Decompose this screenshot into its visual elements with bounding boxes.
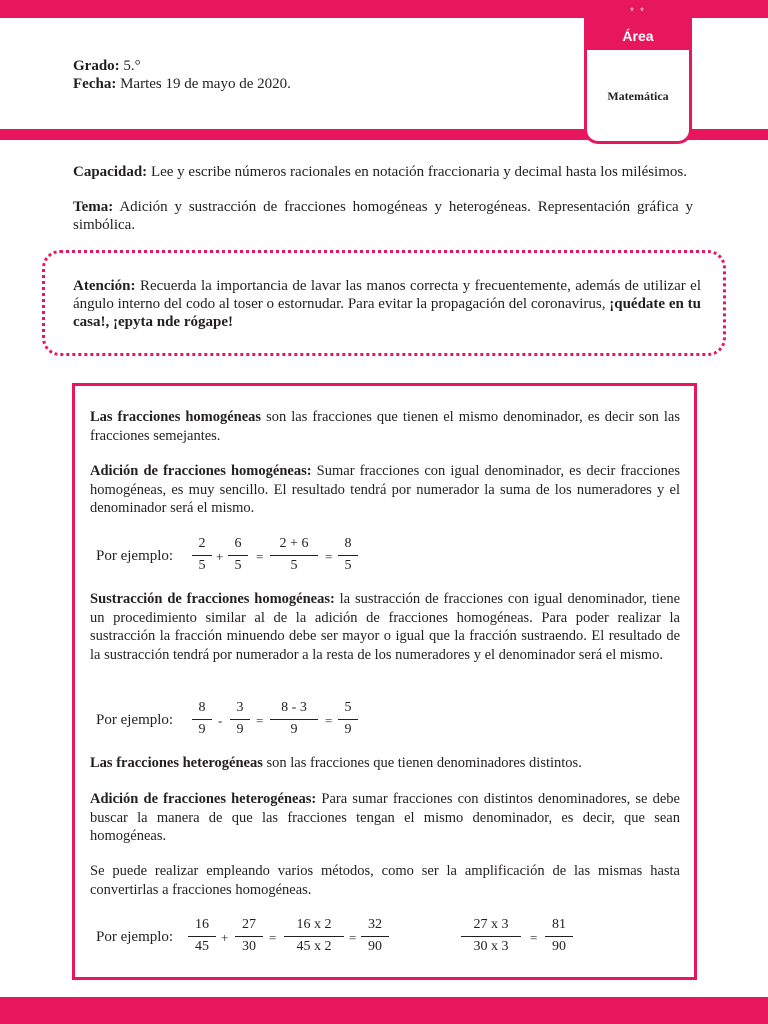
attention-slogan: ¡quédate en tu casa!, ¡epyta nde rógape! — [73, 296, 702, 330]
amplification-method — [90, 862, 680, 899]
example-label: Por ejemplo: — [96, 929, 174, 945]
fraction-bar — [192, 719, 212, 720]
example-subtraction-homogeneous — [75, 699, 675, 743]
denominator: 9 — [290, 722, 298, 737]
operator: - — [218, 713, 223, 728]
amplification-text: Se puede realizar empleando varios métodos, como ser la amplificación de las mismas hasta convertirlas a fracciones homogéneas. — [90, 863, 680, 898]
area-tab — [584, 0, 692, 144]
numerator: 5 — [344, 700, 352, 715]
homogeneous-subtraction — [90, 590, 680, 664]
numerator: 2 — [198, 536, 206, 551]
heterogeneous-addition — [90, 790, 680, 846]
attention-box — [42, 250, 726, 356]
denominator: 90 — [368, 939, 382, 954]
fraction-bar — [545, 936, 573, 937]
example-addition-heterogeneous — [75, 916, 675, 960]
fraction — [338, 535, 358, 575]
homogeneous-definition — [90, 408, 680, 445]
numerator: 8 — [344, 536, 352, 551]
fraction — [235, 916, 263, 956]
operator: + — [221, 930, 229, 945]
operator: + — [216, 549, 224, 564]
content-box — [72, 383, 697, 980]
denominator: 30 x 3 — [473, 939, 509, 954]
tema-label: Tema: — [73, 199, 114, 215]
example-label: Por ejemplo: — [96, 712, 174, 728]
heterogeneous-definition — [90, 754, 680, 773]
numerator: 6 — [234, 536, 242, 551]
fraction-bar — [228, 555, 248, 556]
attention-body: Recuerda la importancia de lavar las manos correcta y frecuentemente, además de utilizar el ángulo interno del codo al toser o estornudar. Para evitar la propagación del coronavirus, — [73, 278, 701, 312]
fraction — [188, 916, 216, 956]
operator: = — [325, 549, 333, 564]
fraction-bar — [188, 936, 216, 937]
operator: = — [349, 930, 357, 945]
grado-line — [73, 57, 141, 75]
numerator: 16 — [195, 917, 209, 932]
grado-label: Grado: — [73, 58, 120, 74]
denominator: 30 — [242, 939, 256, 954]
fraction — [270, 535, 318, 575]
denominator: 45 x 2 — [296, 939, 332, 954]
denominator: 5 — [344, 558, 352, 573]
example-addition-homogeneous — [75, 535, 675, 579]
capacidad-paragraph — [73, 163, 693, 181]
attention-label: Atención: — [73, 278, 136, 294]
area-label: Área — [622, 28, 654, 44]
fraction-bar — [284, 936, 344, 937]
homogeneous-subtraction-term: Sustracción de fracciones homogéneas: — [90, 591, 335, 607]
numerator: 16 x 2 — [296, 917, 332, 932]
denominator: 90 — [552, 939, 566, 954]
homogeneous-addition — [90, 462, 680, 518]
heterogeneous-addition-term: Adición de fracciones heterogéneas: — [90, 791, 317, 807]
denominator: 9 — [344, 722, 352, 737]
numerator: 8 - 3 — [281, 700, 307, 715]
fraction-bar — [230, 719, 250, 720]
homogeneous-term: Las fracciones homogéneas — [90, 409, 262, 425]
fraction-bar — [461, 936, 521, 937]
operator: = — [256, 549, 264, 564]
numerator: 81 — [552, 917, 566, 932]
attention-text — [73, 277, 701, 331]
denominator: 5 — [198, 558, 206, 573]
fecha-line — [73, 75, 291, 93]
operator: = — [530, 930, 538, 945]
fraction — [228, 535, 248, 575]
denominator: 9 — [236, 722, 244, 737]
area-stars: * * — [630, 6, 646, 16]
operator: = — [325, 713, 333, 728]
grado-value: 5.° — [123, 58, 141, 74]
homogeneous-subtraction-text: la sustracción de fracciones con igual denominador, tiene un procedimiento similar al de la adición de fracciones homogéneas. Para poder realizar la sustracción la fracción minuendo debe ser mayor o igual que la fracción sustraendo. El resultado de la sustracción tendrá por numerador a la resta de los numeradores y el denominador será el mismo. — [90, 591, 681, 663]
example-label: Por ejemplo: — [96, 548, 174, 564]
fraction — [192, 535, 212, 575]
fraction — [284, 916, 344, 956]
heterogeneous-term: Las fracciones heterogéneas — [90, 755, 263, 771]
fraction-bar — [338, 555, 358, 556]
area-header — [587, 0, 689, 50]
fraction-bar — [338, 719, 358, 720]
fraction — [361, 916, 389, 956]
numerator: 27 — [242, 917, 256, 932]
fraction-bar — [235, 936, 263, 937]
numerator: 8 — [198, 700, 206, 715]
bottom-bar — [0, 997, 768, 1024]
capacidad-text: Lee y escribe números racionales en notación fraccionaria y decimal hasta los milésimos. — [150, 164, 687, 180]
tema-text: Adición y sustracción de fracciones homogéneas y heterogéneas. Representación gráfica y simbólica. — [73, 199, 693, 233]
fraction — [192, 699, 212, 739]
homogeneous-addition-term: Adición de fracciones homogéneas: — [90, 463, 312, 479]
heterogeneous-addition-text: Para sumar fracciones con distintos denominadores, se debe buscar la manera de que las fracciones tengan el mismo denominador, es decir, que sean homogéneas. — [90, 791, 680, 844]
fraction-bar — [270, 719, 318, 720]
denominator: 9 — [198, 722, 206, 737]
fraction — [270, 699, 318, 739]
area-subject: Matemática — [607, 89, 669, 103]
fecha-label: Fecha: — [73, 76, 117, 92]
numerator: 2 + 6 — [279, 536, 309, 551]
fraction-bar — [192, 555, 212, 556]
operator: = — [269, 930, 277, 945]
denominator: 5 — [290, 558, 298, 573]
fraction-bar — [361, 936, 389, 937]
homogeneous-text: son las fracciones que tienen el mismo denominador, es decir son las fracciones semejantes. — [90, 409, 681, 444]
fecha-value: Martes 19 de mayo de 2020. — [120, 76, 291, 92]
heterogeneous-text: son las fracciones que tienen denominadores distintos. — [266, 755, 582, 771]
fraction — [338, 699, 358, 739]
fraction-bar — [270, 555, 318, 556]
tema-paragraph — [73, 198, 693, 234]
fraction — [545, 916, 573, 956]
homogeneous-addition-text: Sumar fracciones con igual denominador, es decir fracciones homogéneas, es muy sencillo. El resultado tendrá por numerador la suma de los numeradores y el denominador será el mismo. — [90, 463, 681, 516]
operator: = — [256, 713, 264, 728]
numerator: 27 x 3 — [473, 917, 509, 932]
numerator: 32 — [368, 917, 382, 932]
fraction — [461, 916, 521, 956]
numerator: 3 — [236, 700, 244, 715]
capacidad-label: Capacidad: — [73, 164, 148, 180]
fraction — [230, 699, 250, 739]
denominator: 45 — [195, 939, 209, 954]
denominator: 5 — [234, 558, 242, 573]
